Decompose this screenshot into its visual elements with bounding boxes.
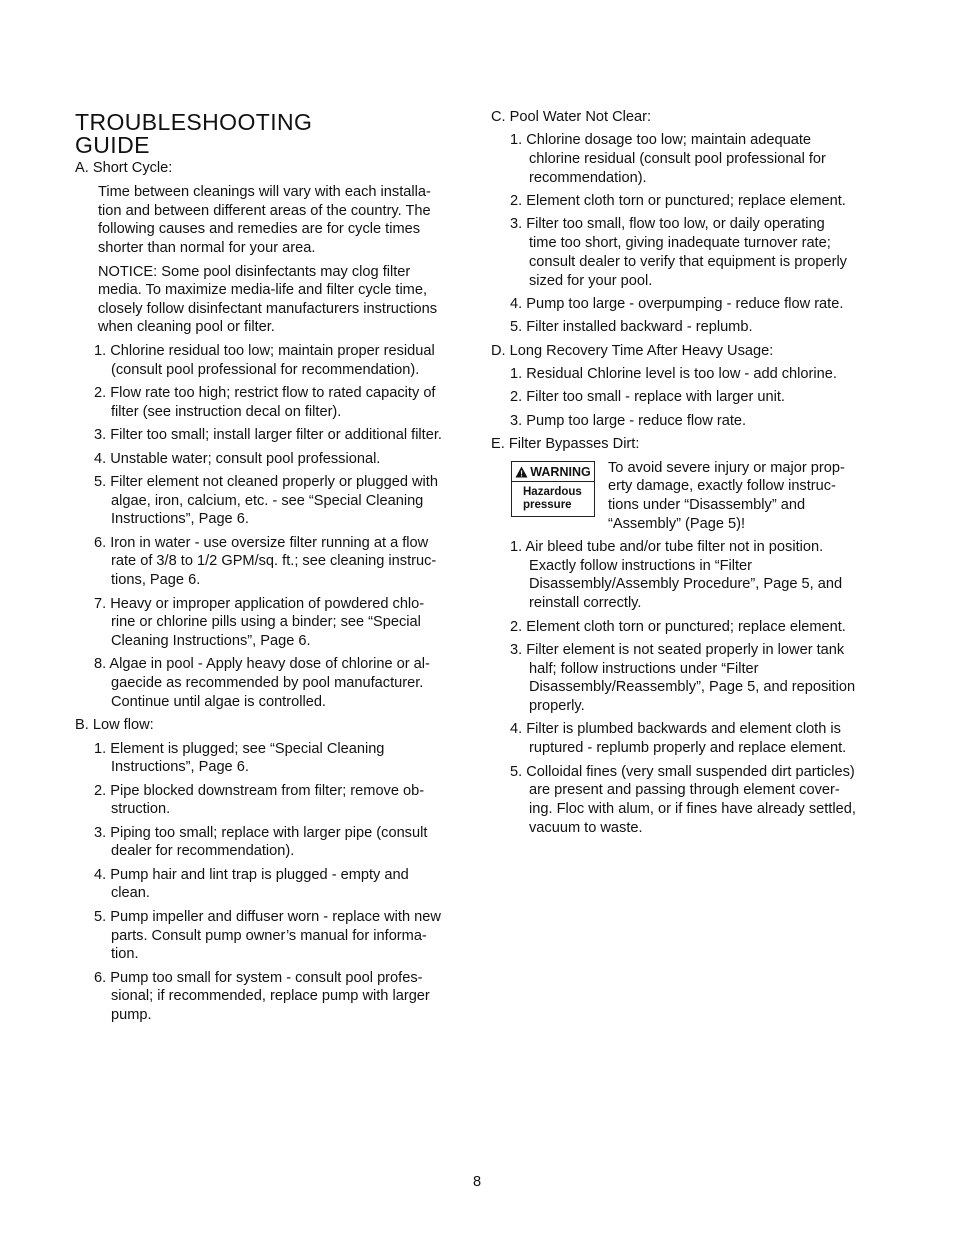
right-column-text-line: 5. Filter installed backward - replumb. [510,319,753,335]
right-column-text-line: Disassembly/Assembly Procedure”, Page 5, and [529,576,843,592]
left-column-text-line: 2. Pipe blocked downstream from filter; remove ob- [94,783,425,799]
left-column-text-line: Time between cleanings will vary with each installa- [98,184,431,200]
right-column-text-line: consult dealer to verify that equipment is properly [529,254,847,270]
right-column-text-line: sized for your pool. [529,273,653,289]
left-column-text-line: Continue until algae is controlled. [111,694,326,710]
left-column-text-line: 7. Heavy or improper application of powdered chlo- [94,596,425,612]
left-column-text-line: pump. [111,1007,152,1023]
right-column-text-line: tions under “Disassembly” and [608,497,806,513]
warning-triangle-icon [515,466,528,478]
right-column-text-line: 4. Filter is plumbed backwards and element cloth is [510,721,841,737]
right-column-text-line: ing. Floc with alum, or if fines have already settled, [529,801,856,817]
left-column-text-line: tions, Page 6. [111,572,201,588]
left-column-text-line: 4. Unstable water; consult pool professional. [94,451,381,467]
right-column-text-line: E. Filter Bypasses Dirt: [491,436,640,452]
right-column-text-line: half; follow instructions under “Filter [529,661,759,677]
left-column-text-line: 3. Piping too small; replace with larger pipe (consult [94,825,428,841]
left-column-text-line: 4. Pump hair and lint trap is plugged - empty and [94,867,409,883]
left-column-text-line: sional; if recommended, replace pump with larger [111,988,430,1004]
right-column-text-line: D. Long Recovery Time After Heavy Usage: [491,343,774,359]
left-column-text-line: gaecide as recommended by pool manufacturer. [111,675,424,691]
left-column-text-line: rine or chlorine pills using a binder; see “Special [111,614,421,630]
right-column-text-line: vacuum to waste. [529,820,643,836]
left-column-text-line: parts. Consult pump owner’s manual for informa- [111,928,427,944]
warning-subtext: Hazardous pressure [523,486,582,511]
warning-label [511,461,595,517]
left-column-text-line: 1. Chlorine residual too low; maintain proper residual [94,343,435,359]
right-column-text-line: recommendation). [529,170,647,186]
left-column-text-line: 1. Element is plugged; see “Special Cleaning [94,741,385,757]
left-column-text-line: tion and between different areas of the country. The [98,203,431,219]
left-column-text-line: tion. [111,946,139,962]
right-column-text-line: Disassembly/Reassembly”, Page 5, and reposition [529,679,856,695]
left-column-text-line: NOTICE: Some pool disinfectants may clog filter [98,264,411,280]
right-column-text-line: chlorine residual (consult pool professional for [529,151,826,167]
page-title [75,111,312,157]
right-column-text-line: 2. Element cloth torn or punctured; replace element. [510,193,846,209]
page-number: 8 [472,1174,482,1190]
right-column-text-line: time too short, giving inadequate turnover rate; [529,235,831,251]
left-column-text-line: rate of 3/8 to 1/2 GPM/sq. ft.; see cleaning instruc- [111,553,437,569]
left-column-text-line: 3. Filter too small; install larger filter or additional filter. [94,427,442,443]
left-column-text-line: following causes and remedies are for cycle times [98,221,421,237]
left-column-text-line: filter (see instruction decal on filter). [111,404,342,420]
svg-text:!: ! [520,467,524,478]
right-column-text-line: “Assembly” (Page 5)! [608,516,746,532]
left-column-text-line: 5. Pump impeller and diffuser worn - replace with new [94,909,441,925]
right-column-text-line: properly. [529,698,585,714]
warning-text: WARNING [530,464,591,479]
right-column-text-line: 3. Filter too small, flow too low, or daily operating [510,216,825,232]
left-column-text-line: struction. [111,801,171,817]
right-column-text-line: 3. Pump too large - reduce flow rate. [510,413,747,429]
left-column-text-line: 6. Iron in water - use oversize filter running at a flow [94,535,429,551]
right-column-text-line: 3. Filter element is not seated properly in lower tank [510,642,845,658]
right-column-text-line: ruptured - replumb properly and replace element. [529,740,847,756]
title-line-1: TROUBLESHOOTING [75,109,313,135]
left-column-text-line: 2. Flow rate too high; restrict flow to rated capacity of [94,385,436,401]
right-column-text-line: are present and passing through element cover- [529,782,840,798]
left-column-text-line: shorter than normal for your area. [98,240,316,256]
left-column-text-line: Cleaning Instructions”, Page 6. [111,633,311,649]
left-column-text-line: (consult pool professional for recommendation). [111,362,420,378]
left-column-text-line: clean. [111,885,150,901]
left-column-text-line: media. To maximize media-life and filter cycle time, [98,282,428,298]
right-column-text-line: 2. Element cloth torn or punctured; replace element. [510,619,846,635]
left-column-text-line: Instructions”, Page 6. [111,759,249,775]
left-column-text-line: A. Short Cycle: [75,160,173,176]
right-column-text-line: erty damage, exactly follow instruc- [608,478,836,494]
right-column-text-line: 1. Air bleed tube and/or tube filter not in position. [510,539,824,555]
left-column-text-line: when cleaning pool or filter. [98,319,275,335]
right-column-text-line: reinstall correctly. [529,595,642,611]
right-column-text-line: 2. Filter too small - replace with larger unit. [510,389,785,405]
left-column-text-line: 6. Pump too small for system - consult pool profes- [94,970,423,986]
right-column-text-line: 1. Chlorine dosage too low; maintain adequate [510,132,811,148]
left-column-text-line: algae, iron, calcium, etc. - see “Special Cleaning [111,493,424,509]
right-column-text-line: Exactly follow instructions in “Filter [529,558,753,574]
left-column-text-line: B. Low flow: [75,717,154,733]
right-column-text-line: C. Pool Water Not Clear: [491,109,652,125]
right-column-text-line: 4. Pump too large - overpumping - reduce flow rate. [510,296,844,312]
right-column-text-line: 1. Residual Chlorine level is too low - add chlorine. [510,366,837,382]
right-column-text-line: To avoid severe injury or major prop- [608,460,845,476]
left-column-text-line: Instructions”, Page 6. [111,511,249,527]
left-column-text-line: 5. Filter element not cleaned properly or plugged with [94,474,438,490]
left-column-text-line: 8. Algae in pool - Apply heavy dose of chlorine or al- [94,656,430,672]
warning-header [512,462,594,482]
right-column-text-line: 5. Colloidal fines (very small suspended dirt particles) [510,764,855,780]
left-column-text-line: closely follow disinfectant manufacturers instructions [98,301,438,317]
left-column-text-line: dealer for recommendation). [111,843,295,859]
title-line-2: GUIDE [75,132,150,158]
